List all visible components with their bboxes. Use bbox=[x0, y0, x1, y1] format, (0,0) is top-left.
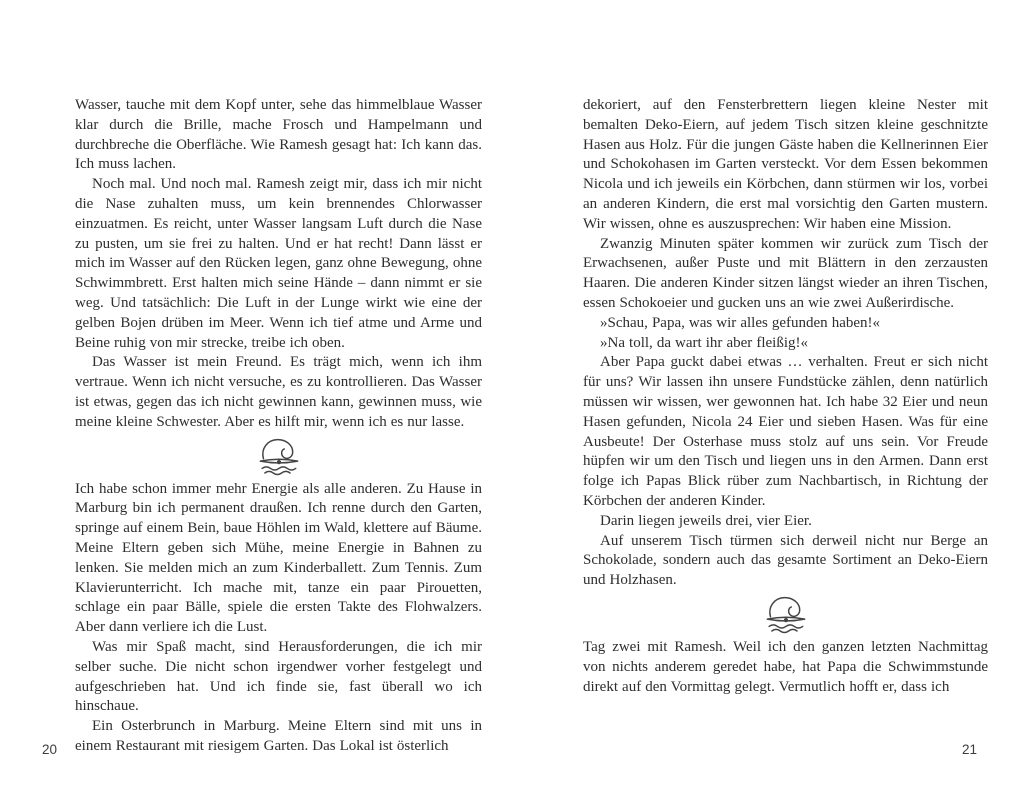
page-text-column bbox=[583, 96, 988, 697]
paragraph: Aber Papa guckt dabei etwas … verhalten. Freut er sich nicht für uns? Wir lassen ihn unsere Fundstücke zählen, denn natürlich müssen wir wissen, wer gewonnen hat. Ich habe 32 Eier und neun Hasen gefunden, Nicola 24 Eier und sieben Hasen. Was für eine Ausbeute! Der Osterhase muss stolz auf uns sein. Vor Freude hüpfen wir um den Tisch und liegen uns in den Armen. Dann erst folge ich Papas Blick rüber zum Nachbartisch, in Richtung der Körbchen der anderen Kinder. bbox=[583, 354, 988, 509]
page-text-column bbox=[75, 96, 482, 757]
wave-swimmer-icon bbox=[762, 594, 810, 636]
paragraph: dekoriert, auf den Fensterbrettern liegen kleine Nester mit bemalten Deko-Eiern, auf jedem Tisch sitzen kleine geschnitzte Hasen aus Holz. Für die jungen Gäste haben die Kellnerinnen Eier und Schokohasen im Garten versteckt. Vor dem Essen bekommen Nicola und ich jeweils ein Körbchen, dann stürmen wir los, vorbei an anderen Kindern, die erst mal vorsichtig den Garten mustern. Wir wissen, ohne es auszusprechen: Wir haben eine Mission. bbox=[583, 97, 988, 232]
page-number: 20 bbox=[42, 742, 58, 757]
paragraph: Noch mal. Und noch mal. Ramesh zeigt mir, dass ich mir nicht die Nase zuhalten muss, um kein brennendes Chlorwasser einzuatmen. Es reicht, unter Wasser langsam Luft durch die Nase zu pusten, um sie frei zu halten. Und er hat recht! Dann lässt er mich im Wasser auf den Rücken legen, ganz ohne Bewegung, ohne Schwimmbrett. Erst halten mich seine Hände – dann nimmt er sie weg. Und tatsächlich: Die Luft in der Lunge wirkt wie eine der gelben Bojen drüben im Meer. Wenn ich tief atme und Arme und Beine ruhig von mir strecke, treibe ich oben. bbox=[75, 176, 482, 351]
wave-swimmer-icon bbox=[255, 436, 303, 478]
paragraph: Ein Osterbrunch in Marburg. Meine Eltern sind mit uns in einem Restaurant mit riesigem Garten. Das Lokal ist österlich bbox=[75, 718, 482, 754]
paragraph: Darin liegen jeweils drei, vier Eier. bbox=[600, 512, 812, 529]
paragraph: Auf unserem Tisch türmen sich derweil nicht nur Berge an Schokolade, sondern auch das gesamte Sortiment an Deko-Eiern und Holzhasen. bbox=[583, 532, 988, 589]
page-right bbox=[510, 0, 1020, 793]
paragraph: Was mir Spaß macht, sind Herausforderungen, die ich mir selber suche. Die nicht schon irgendwer vorher festgelegt und aufgeschrieben hat. Und ich finde sie, fast überall wo ich hinschaue. bbox=[75, 638, 482, 715]
page-number: 21 bbox=[961, 742, 977, 757]
paragraph: »Na toll, da wart ihr aber fleißig!« bbox=[600, 334, 808, 351]
paragraph: Tag zwei mit Ramesh. Weil ich den ganzen letzten Nachmittag von nichts anderem geredet habe, hat Papa die Schwimmstunde direkt auf den Vormittag gelegt. Vermutlich hofft er, dass ich bbox=[583, 638, 988, 695]
paragraph: Wasser, tauche mit dem Kopf unter, sehe das himmelblaue Wasser klar durch die Brille, mache Frosch und Hampelmann und durchbreche die Oberfläche. Wie Ramesh gesagt hat: Ich kann das. Ich muss lachen. bbox=[75, 97, 482, 173]
paragraph: Das Wasser ist mein Freund. Es trägt mich, wenn ich ihm vertraue. Wenn ich nicht versuche, es zu kontrollieren. Das Wasser ist etwas, gegen das ich nicht gewinnen kann, gewinnen muss, wie meine kleine Schwester. Aber es hilft mir, wenn ich es nur lasse. bbox=[75, 354, 482, 430]
paragraph: »Schau, Papa, was wir alles gefunden haben!« bbox=[600, 314, 881, 331]
paragraph: Ich habe schon immer mehr Energie als alle anderen. Zu Hause in Marburg bin ich permanent draußen. Ich renne durch den Garten, springe auf einem Bein, baue Höhlen im Wald, klettere auf Bäume. Meine Eltern geben sich Mühe, meine Energie in Bahnen zu lenken. Sie melden mich an zum Kinderballett. Zum Tennis. Zum Klavierunterricht. Ich mache mit, tanze ein paar Pirouetten, schlage ein paar Bälle, spiele die ersten Takte des Flohwalzers. Aber dann verliere ich die Lust. bbox=[75, 480, 482, 636]
section-divider bbox=[583, 591, 988, 638]
section-divider bbox=[75, 433, 482, 480]
paragraph: Zwanzig Minuten später kommen wir zurück zum Tisch der Erwachsenen, außer Puste und mit Blättern in den zerzausten Haaren. Die anderen Kinder sitzen längst wieder an ihren Tischen, essen Schokoeier und gucken uns an wie zwei Außerirdische. bbox=[583, 235, 988, 311]
